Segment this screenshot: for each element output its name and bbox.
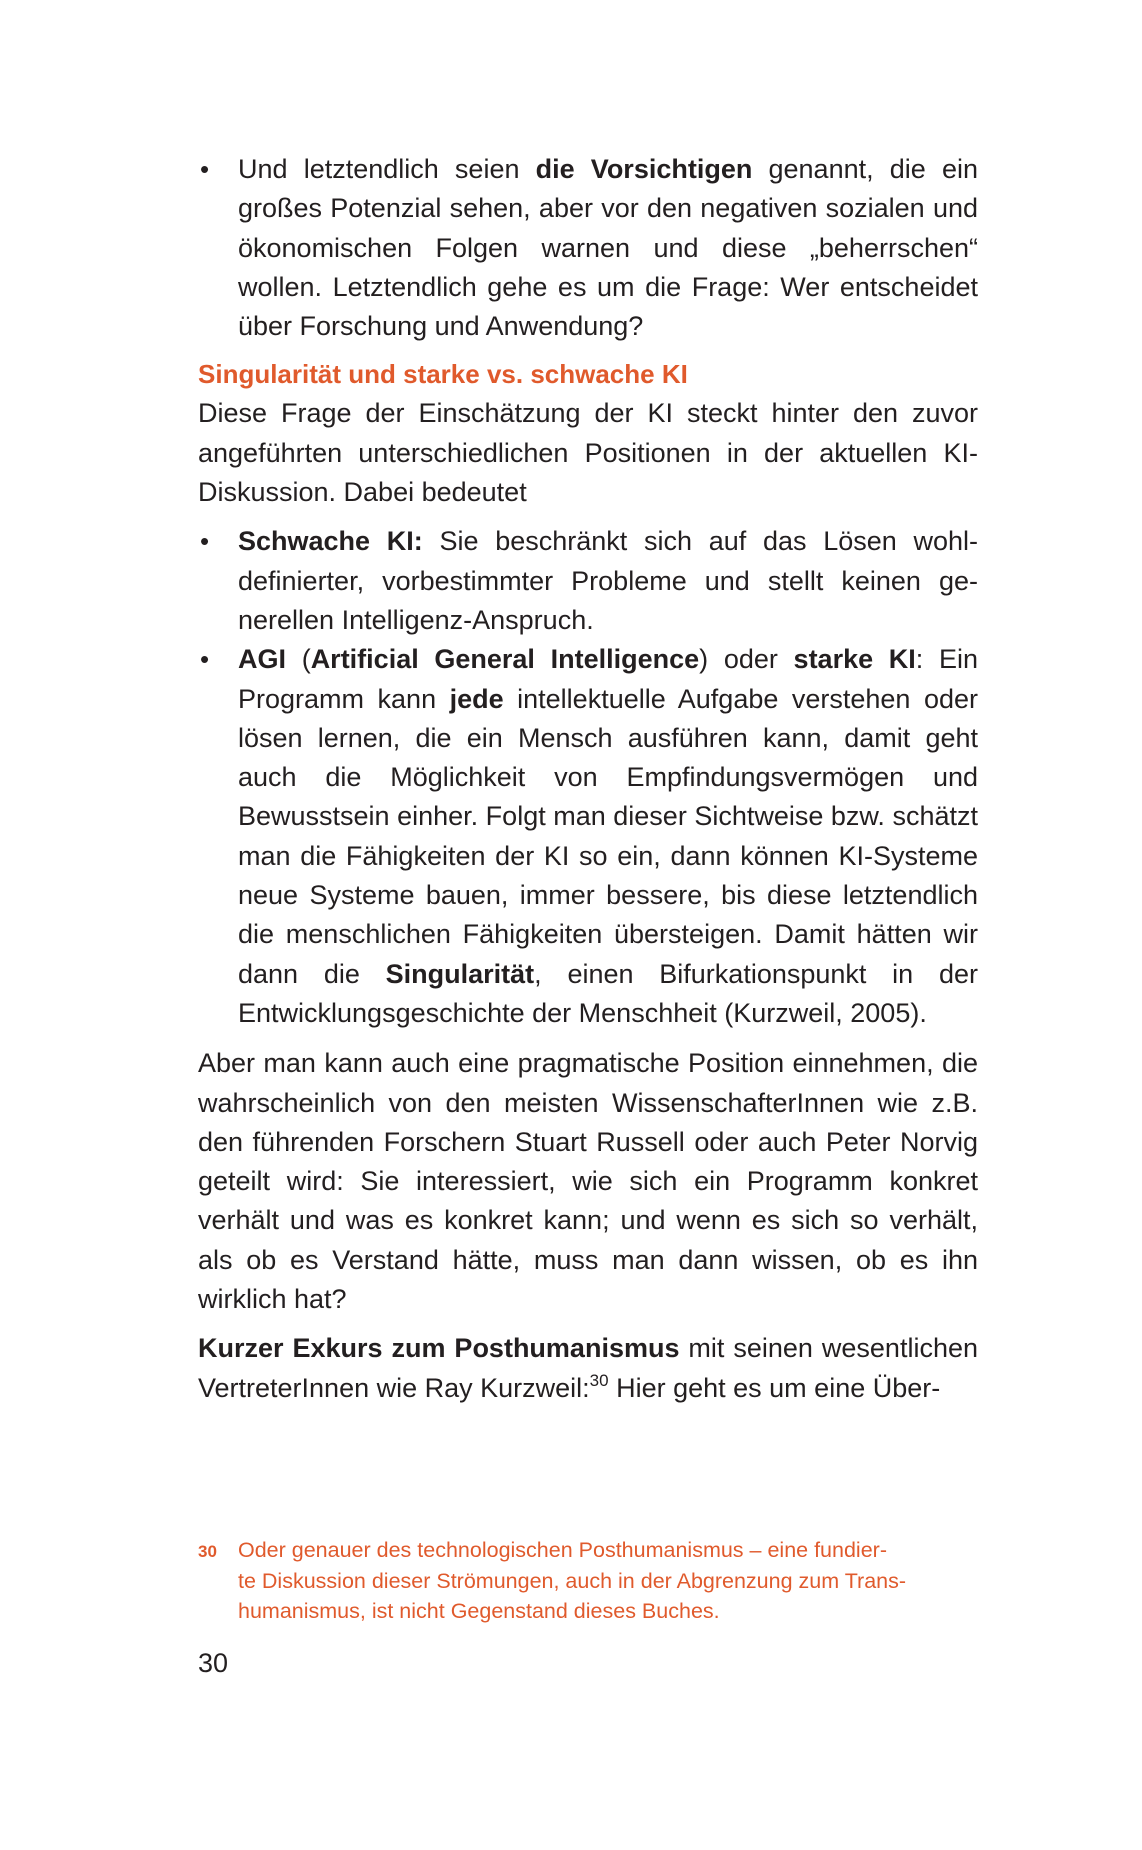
footnote-text — [238, 1535, 950, 1627]
page-body — [198, 150, 978, 1408]
bullet-agi-text — [238, 640, 978, 1033]
text-run: Hier geht es um eine Über- — [608, 1372, 941, 1403]
term-jede: jede — [449, 683, 504, 714]
term-weak-ai: Schwache KI: — [238, 526, 423, 557]
term-posthumanism: Kurzer Exkurs zum Posthumanismus — [198, 1333, 680, 1364]
bullet-list-ai — [198, 522, 978, 1033]
term-cautious: die Vorsichtigen — [535, 154, 753, 184]
text-run: mit seinen wesentlichen VertreterInnen wie Ray Kurzweil: — [198, 1333, 978, 1403]
intro-paragraph: Diese Frage der Einschätzung der KI steckt hinter den zuvor angeführten unterschiedlichen Positionen in der aktuellen KI-Diskussion. Dabei bedeutet — [198, 398, 978, 508]
pragmatic-paragraph: Aber man kann auch eine pragmatische Position einnehmen, die wahrscheinlich von den meisten WissenschafterInnen wie z.B. den führenden Forschern Stuart Russell oder auch Peter Norvig geteilt wird: Sie interessiert, wie sich ein Programm konkret verhält und was es konkret kann; und wenn es sich so verhält, als ob es Verstand hätte, muss man dann wissen, ob es ihn wirklich hat? — [198, 1048, 978, 1315]
footnote-reference[interactable]: 30 — [589, 1370, 609, 1390]
footnote-number: 30 — [198, 1542, 217, 1561]
term-agi: AGI — [238, 644, 287, 675]
text-run: Sie beschränkt sich auf das Lösen wohldefinierter, vorbestimmter Probleme und stellt keinen generellen Intelligenz-Anspruch. — [238, 526, 978, 635]
section-heading: Singularität und starke vs. schwache KI — [198, 359, 688, 390]
text-run: , einen Bifurkationspunkt in der Entwicklungsgeschichte der Menschheit (Kurzweil, 2005). — [238, 958, 978, 1028]
text-run: ( — [286, 644, 311, 675]
footnote-line: Oder genauer des technologischen Posthumanismus – eine fundier- — [238, 1538, 887, 1562]
text-run: ) oder — [699, 644, 794, 675]
term-singularity: Singularität — [385, 958, 535, 989]
text-run: intellektuelle Aufgabe verstehen oder lösen lernen, die ein Mensch ausführen kann, damit geht auch die Möglichkeit von Empfindungsvermögen und Bewusstsein einher. Folgt man dieser Sichtweise bzw. schätzt man die Fähigkeiten der KI so ein, dann können KI-Systeme neue Systeme bauen, immer bessere, bis diese letztendlich die menschlichen Fähigkeiten übersteigen. Damit hätten wir dann die — [238, 683, 979, 989]
term-agi-full: Artificial General Intelligence — [310, 644, 700, 675]
excursus-paragraph — [198, 1329, 978, 1408]
bullet-list-top — [198, 150, 978, 346]
term-strong-ai: starke KI — [793, 644, 916, 675]
bullet-agi — [198, 640, 978, 1033]
bullet-weak-ai — [198, 522, 978, 640]
bullet-weak-ai-text — [238, 522, 978, 640]
bullet-cautious-text — [238, 150, 978, 346]
text-run: Und letztendlich seien — [238, 154, 536, 184]
page-number: 30 — [198, 1648, 229, 1678]
footnote-line: te Diskussion dieser Strömungen, auch in der Abgrenzung zum Trans- — [238, 1568, 907, 1593]
footnote-line: humanismus, ist nicht Gegenstand dieses Buches. — [238, 1599, 720, 1623]
text-run: : Ein Programm kann — [238, 644, 978, 714]
footnote — [198, 1535, 978, 1627]
text-run: genannt, die ein großes Potenzial sehen, aber vor den negativen sozialen und ökonomischen Folgen warnen und diese „beherrschen“ wollen. Letztendlich gehe es um die Frage: Wer entscheidet über Forschung und Anwendung? — [238, 154, 978, 342]
bullet-cautious — [198, 150, 978, 346]
